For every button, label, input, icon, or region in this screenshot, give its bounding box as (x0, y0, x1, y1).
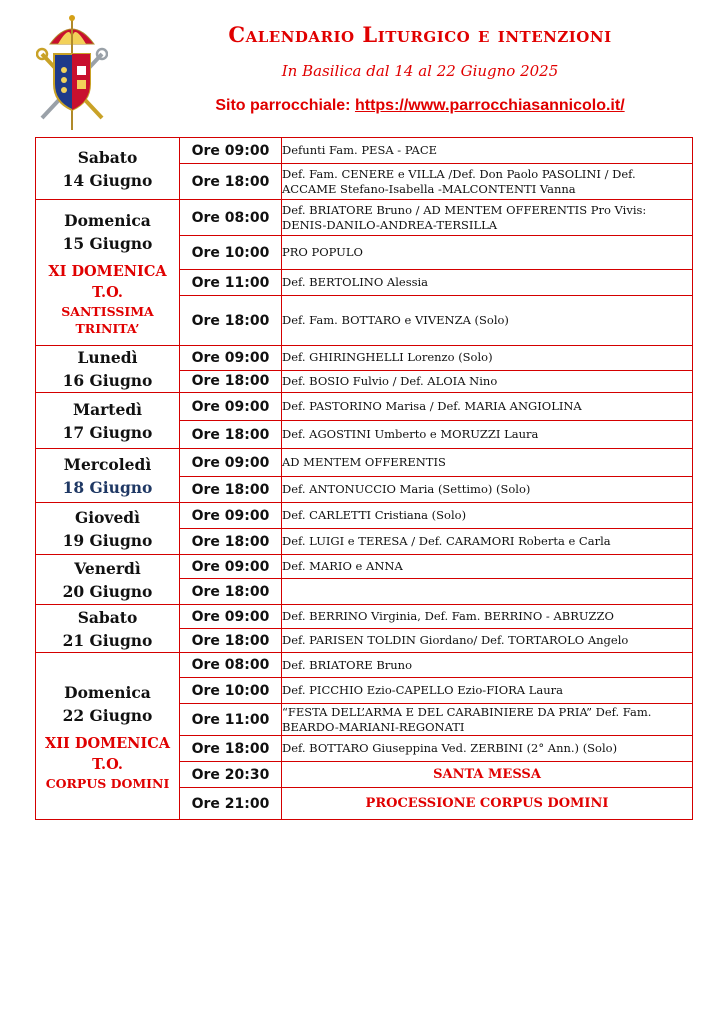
day-name: Lunedì (77, 348, 138, 367)
page-title: Calendario Liturgico e intenzioni (228, 22, 612, 47)
mass-time: Ore 18:00 (180, 477, 282, 503)
mass-intention: Defunti Fam. PESA - PACE (282, 138, 693, 164)
parish-site-link[interactable]: https://www.parrocchiasannicolo.it/ (354, 97, 625, 114)
mass-intention: Def. MARIO e ANNA (282, 555, 693, 579)
day-date: 17 Giugno (62, 422, 153, 442)
mass-time: Ore 18:00 (180, 529, 282, 555)
day-date: 21 Giugno (62, 630, 153, 650)
mass-intention: Def. PARISEN TOLDIN Giordano/ Def. TORTAROLO Angelo (282, 629, 693, 653)
feast-label (36, 261, 179, 337)
day-date: 16 Giugno (62, 371, 153, 390)
mass-intention: Def. AGOSTINI Umberto e MORUZZI Laura (282, 421, 693, 449)
mass-time: Ore 11:00 (180, 270, 282, 296)
day-name: Venerdì (74, 558, 141, 578)
mass-intention: Def. GHIRINGHELLI Lorenzo (Solo) (282, 346, 693, 371)
mass-row (36, 555, 693, 579)
feast-subtitle: SANTISSIMA TRINITA’ (61, 303, 154, 336)
parish-site-line (170, 97, 670, 115)
day-cell (36, 200, 180, 346)
mass-intention: PROCESSIONE CORPUS DOMINI (282, 788, 693, 820)
mass-intention: “FESTA DELL’ARMA E DEL CARABINIERE DA PRIA” Def. Fam. BEARDO-MARIANI-REGONATI (282, 704, 693, 736)
mass-intention (282, 579, 693, 605)
mass-time: Ore 08:00 (180, 200, 282, 236)
mass-time: Ore 09:00 (180, 555, 282, 579)
mass-intention: Def. Fam. CENERE e VILLA /Def. Don Paolo PASOLINI / Def. ACCAME Stefano-Isabella -MALCONTENTI Vanna (282, 164, 693, 200)
mass-time: Ore 11:00 (180, 704, 282, 736)
mass-intention: AD MENTEM OFFERENTIS (282, 449, 693, 477)
mass-time: Ore 18:00 (180, 370, 282, 392)
day-cell (36, 653, 180, 820)
mass-time: Ore 21:00 (180, 788, 282, 820)
day-cell (36, 449, 180, 503)
day-name: Mercoledì (63, 454, 152, 474)
day-date: 22 Giugno (62, 705, 153, 725)
mass-row (36, 653, 693, 678)
mass-row (36, 138, 693, 164)
day-cell (36, 555, 180, 605)
day-cell (36, 393, 180, 449)
mass-time: Ore 18:00 (180, 421, 282, 449)
mass-time: Ore 20:30 (180, 762, 282, 788)
liturgical-calendar-table (35, 137, 693, 820)
feast-subtitle: CORPUS DOMINI (45, 775, 170, 791)
feast-label (36, 733, 179, 792)
day-cell (36, 605, 180, 653)
day-date: 14 Giugno (62, 170, 153, 190)
mass-intention: Def. LUIGI e TERESA / Def. CARAMORI Roberta e Carla (282, 529, 693, 555)
mass-intention: Def. BRIATORE Bruno / AD MENTEM OFFERENTIS Pro Vivis: DENIS-DANILO-ANDREA-TERSILLA (282, 200, 693, 236)
page-subtitle: In Basilica dal 14 al 22 Giugno 2025 (281, 62, 559, 80)
mass-intention: Def. PASTORINO Marisa / Def. MARIA ANGIOLINA (282, 393, 693, 421)
mass-row (36, 200, 693, 236)
day-name: Domenica (64, 682, 151, 702)
mass-row (36, 503, 693, 529)
day-name: Sabato (77, 607, 138, 627)
day-cell (36, 503, 180, 555)
mass-intention: Def. BOTTARO Giuseppina Ved. ZERBINI (2° Ann.) (Solo) (282, 736, 693, 762)
day-cell (36, 346, 180, 393)
mass-intention: Def. BRIATORE Bruno (282, 653, 693, 678)
mass-time: Ore 09:00 (180, 346, 282, 371)
feast-title: XI DOMENICA T.O. (48, 262, 167, 301)
mass-intention: Def. ANTONUCCIO Maria (Settimo) (Solo) (282, 477, 693, 503)
mass-time: Ore 09:00 (180, 449, 282, 477)
mass-intention: Def. CARLETTI Cristiana (Solo) (282, 503, 693, 529)
mass-row (36, 346, 693, 371)
site-label: Sito parrocchiale: (215, 97, 351, 114)
feast-title: XII DOMENICA T.O. (45, 734, 170, 773)
mass-row (36, 449, 693, 477)
day-name: Giovedì (74, 507, 141, 527)
day-name: Martedì (72, 399, 143, 419)
mass-intention: Def. BOSIO Fulvio / Def. ALOIA Nino (282, 370, 693, 392)
day-date: 20 Giugno (62, 581, 153, 601)
mass-time: Ore 09:00 (180, 393, 282, 421)
day-cell (36, 138, 180, 200)
mass-intention: Def. PICCHIO Ezio-CAPELLO Ezio-FIORA Laura (282, 678, 693, 704)
basilica-coat-of-arms-logo (36, 14, 108, 132)
day-date: 18 Giugno (62, 477, 153, 497)
mass-time: Ore 18:00 (180, 579, 282, 605)
day-name: Domenica (64, 210, 151, 230)
mass-time: Ore 18:00 (180, 164, 282, 200)
mass-time: Ore 18:00 (180, 736, 282, 762)
mass-time: Ore 09:00 (180, 503, 282, 529)
day-date: 15 Giugno (62, 233, 153, 253)
mass-time: Ore 09:00 (180, 138, 282, 164)
mass-time: Ore 18:00 (180, 296, 282, 346)
mass-intention: Def. Fam. BOTTARO e VIVENZA (Solo) (282, 296, 693, 346)
day-name: Sabato (77, 147, 138, 167)
mass-time: Ore 08:00 (180, 653, 282, 678)
mass-time: Ore 09:00 (180, 605, 282, 629)
mass-time: Ore 10:00 (180, 236, 282, 270)
mass-row (36, 393, 693, 421)
mass-row (36, 605, 693, 629)
mass-time: Ore 10:00 (180, 678, 282, 704)
mass-intention: SANTA MESSA (282, 762, 693, 788)
day-date: 19 Giugno (62, 530, 153, 550)
mass-time: Ore 18:00 (180, 629, 282, 653)
mass-intention: PRO POPULO (282, 236, 693, 270)
mass-intention: Def. BERTOLINO Alessia (282, 270, 693, 296)
mass-intention: Def. BERRINO Virginia, Def. Fam. BERRINO - ABRUZZO (282, 605, 693, 629)
